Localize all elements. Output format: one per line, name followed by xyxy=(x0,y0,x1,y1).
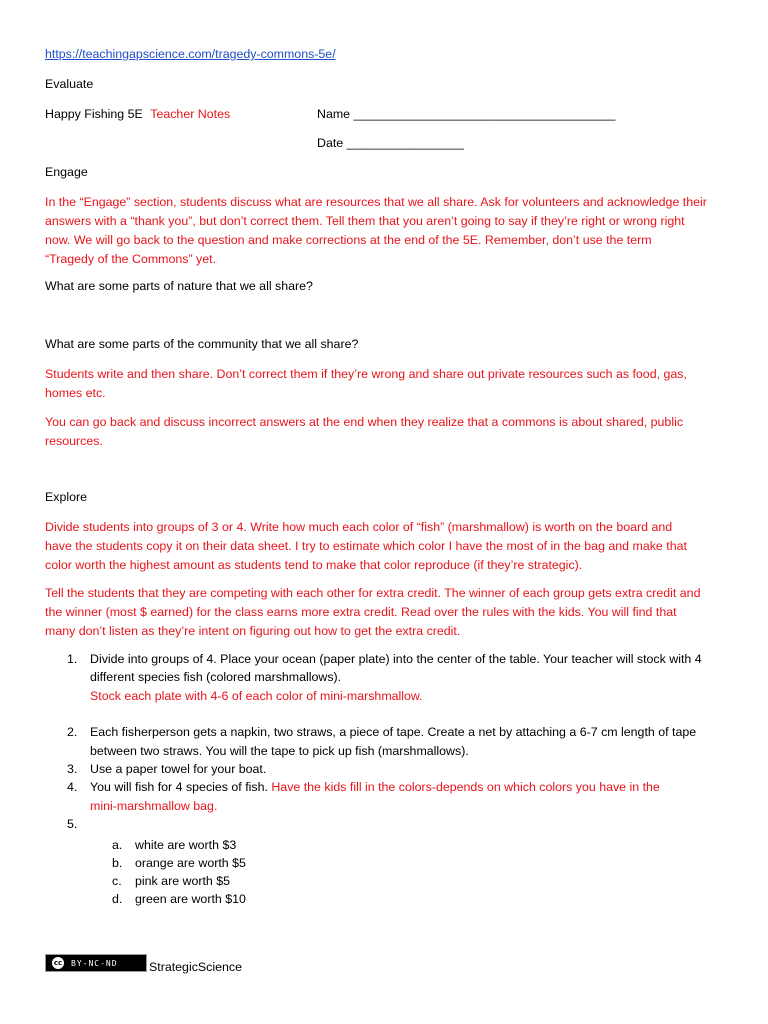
title-teacher-notes: Teacher Notes xyxy=(150,107,231,121)
text-line: In the “Engage” section, students discuss what are resources that we all share. Ask for volunteers and acknowledge their xyxy=(45,195,707,209)
list-item xyxy=(45,778,725,815)
text-line: resources. xyxy=(45,434,103,448)
text-line: Divide students into groups of 3 or 4. Write how much each color of “fish” (marshmallow) is worth on the board and xyxy=(45,520,673,534)
name-field-line: Name ______________________________________ xyxy=(317,107,616,121)
text-line: different species fish (colored marshmallows). xyxy=(90,670,342,685)
list-number: 4. xyxy=(67,780,78,795)
engage-teacher-note xyxy=(45,193,727,269)
step-teacher-note: mini-marshmallow bag. xyxy=(90,798,218,813)
text-line: Use a paper towel for your boat. xyxy=(90,762,267,777)
sub-letter: c. xyxy=(112,874,122,888)
rules-list xyxy=(45,650,725,834)
list-item xyxy=(45,650,725,705)
sub-letter: d. xyxy=(112,892,123,906)
text-line: color worth the highest amount as students tend to make that color reproduce (if they’re strategic). xyxy=(45,558,583,572)
value-text: pink are worth $5 xyxy=(135,874,231,888)
phase-label: Evaluate xyxy=(45,77,94,91)
text-line: Divide into groups of 4. Place your ocean (paper plate) into the center of the table. Your teacher will stock with 4 xyxy=(90,652,702,666)
question-nature: What are some parts of nature that we all share? xyxy=(45,279,313,293)
text-line: now. We will go back to the question and make corrections at the end of the 5E. Remember, don’t use the term xyxy=(45,233,652,247)
engage-note-share xyxy=(45,365,727,403)
cc-terms: BY-NC-ND xyxy=(71,958,118,968)
value-text: white are worth $3 xyxy=(135,838,237,852)
text-line: Students write and then share. Don’t correct them if they’re wrong and share out private resources such as food, gas, xyxy=(45,367,687,381)
text-line: the winner (most $ earned) for the class earns more extra credit. Read over the rules with the kids. You will find that xyxy=(45,605,677,619)
list-number: 1. xyxy=(67,652,78,666)
date-field-line: Date _________________ xyxy=(317,136,464,150)
value-text: orange are worth $5 xyxy=(135,856,246,870)
text-line: You can go back and discuss incorrect answers at the end when they realize that a commons is about shared, public xyxy=(45,415,684,429)
engage-heading: Engage xyxy=(45,165,88,179)
step-text: You will fish for 4 species of fish. xyxy=(90,780,272,795)
explore-heading: Explore xyxy=(45,490,88,504)
cc-license-badge xyxy=(45,954,147,972)
text-line: between two straws. You will the tape to pick up fish (marshmallows). xyxy=(90,743,469,758)
explore-note-competition xyxy=(45,584,727,641)
text-line: homes etc. xyxy=(45,386,106,400)
text-line: Tell the students that they are competing with each other for extra credit. The winner of each group gets extra credit and xyxy=(45,586,701,600)
text-line: “Tragedy of the Commons” yet. xyxy=(45,252,217,266)
list-number: 2. xyxy=(67,725,78,740)
text-line: many don’t listen as they’re intent on figuring out how to get the extra credit. xyxy=(45,624,461,638)
empty-line xyxy=(90,815,725,833)
step-teacher-note: Stock each plate with 4-6 of each color of mini-marshmallow. xyxy=(90,688,423,703)
cc-icon: cc xyxy=(51,956,65,970)
list-number: 5. xyxy=(67,817,78,832)
list-item xyxy=(45,760,725,778)
source-url-link[interactable]: https://teachingapscience.com/tragedy-commons-5e/ xyxy=(45,47,336,61)
title-text: Happy Fishing 5E xyxy=(45,107,143,121)
text-line: answers with a “thank you”, but don’t correct them. Tell them that you aren’t going to say if they’re right or wrong right xyxy=(45,214,685,228)
explore-note-groups xyxy=(45,518,727,575)
sub-letter: a. xyxy=(112,838,123,852)
sub-letter: b. xyxy=(112,856,123,870)
list-number: 3. xyxy=(67,762,78,777)
text-line xyxy=(90,778,725,796)
engage-note-discuss xyxy=(45,413,727,451)
text-line: have the students copy it on their data sheet. I try to estimate which color I have the most of in the bag and make that xyxy=(45,539,687,553)
question-community: What are some parts of the community that we all share? xyxy=(45,337,359,351)
footer-brand: StrategicScience xyxy=(149,960,242,974)
text-line: Each fisherperson gets a napkin, two straws, a piece of tape. Create a net by attaching a 6-7 cm length of tape xyxy=(90,725,697,740)
step-teacher-note: Have the kids fill in the colors-depends on which colors you have in the xyxy=(271,780,660,795)
list-item xyxy=(45,723,725,760)
document-title xyxy=(45,107,230,121)
list-item xyxy=(45,815,725,833)
value-text: green are worth $10 xyxy=(135,892,246,906)
